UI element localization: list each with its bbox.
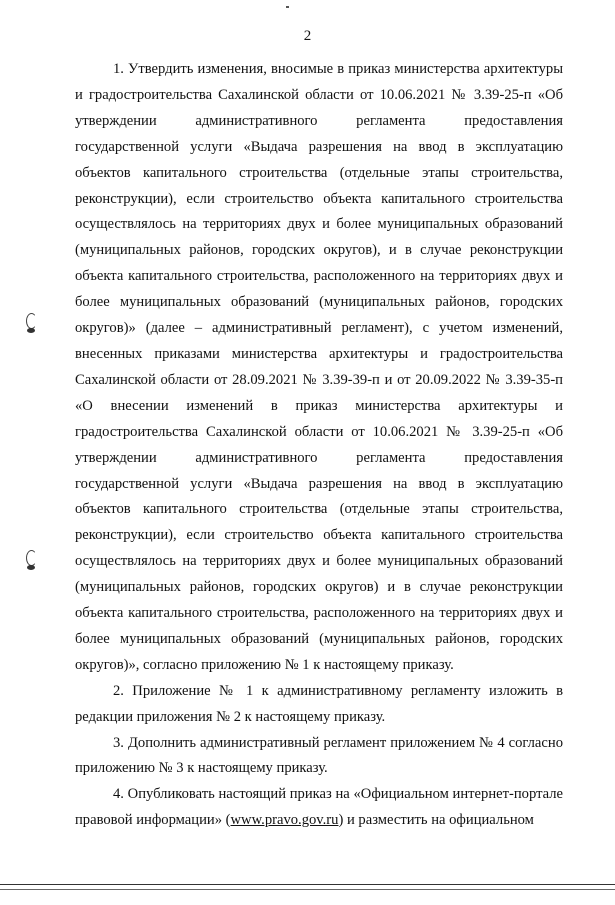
document-body: [75, 57, 563, 834]
paragraph-1: 1. Утвердить изменения, вносимые в приказ министерства архитектуры и градостроительства Сахалинской области от 10.06.2021 № 3.39-25-п «Об утверждении административного регламента предоставления государственной услуги «Выдача разрешения на ввод в эксплуатацию объектов капитального строительства (отдельные этапы строительства, реконструкции), если строительство объекта капитального строительства осуществлялось на территориях двух и более муниципальных образований (муниципальных районов, городских округов), и в случае реконструкции объекта капитального строительства, расположенного на территориях двух и более муниципальных образований (муниципальных районов, городских округов)» (далее – административный регламент), с учетом изменений, внесенных приказами министерства архитектуры и градостроительства Сахалинской области от 28.09.2021 № 3.39-39-п и от 20.09.2022 № 3.39-35-п «О внесении изменений в приказ министерства архитектуры и градостроительства Сахалинской области от 10.06.2021 № 3.39-25-п «Об утверждении административного регламента предоставления государственной услуги «Выдача разрешения на ввод в эксплуатацию объектов капитального строительства (отдельные этапы строительства, реконструкции), если строительство объекта капитального строительства осуществлялось на территориях двух и более муниципальных образований (муниципальных районов, городских округов) и в случае реконструкции объекта капитального строительства, расположенного на территориях двух и более муниципальных образований (муниципальных районов, городских округов)», согласно приложению № 1 к настоящему приказу.: [75, 61, 563, 673]
paragraph-4-text-before: 4. Опубликовать настоящий приказ на «Официальном интернет-портале правовой информации» (: [75, 786, 563, 829]
binder-hole-icon: [24, 313, 38, 335]
pravo-portal-link[interactable]: www.pravo.gov.ru: [230, 812, 339, 829]
scan-edge-line: [0, 884, 615, 885]
paragraph-4: [75, 782, 563, 834]
page-number: 2: [303, 28, 312, 44]
paragraph-2: 2. Приложение № 1 к административному регламенту изложить в редакции приложения № 2 к настоящему приказу.: [75, 682, 563, 725]
paragraph-3: 3. Дополнить административный регламент приложением № 4 согласно приложению № 3 к настоящему приказу.: [75, 734, 563, 777]
paragraph-4-text-after: ) и разместить на официальном: [338, 812, 534, 829]
scan-speck: [286, 6, 289, 8]
binder-hole-icon: [24, 550, 38, 572]
scan-edge-line: [0, 889, 615, 890]
